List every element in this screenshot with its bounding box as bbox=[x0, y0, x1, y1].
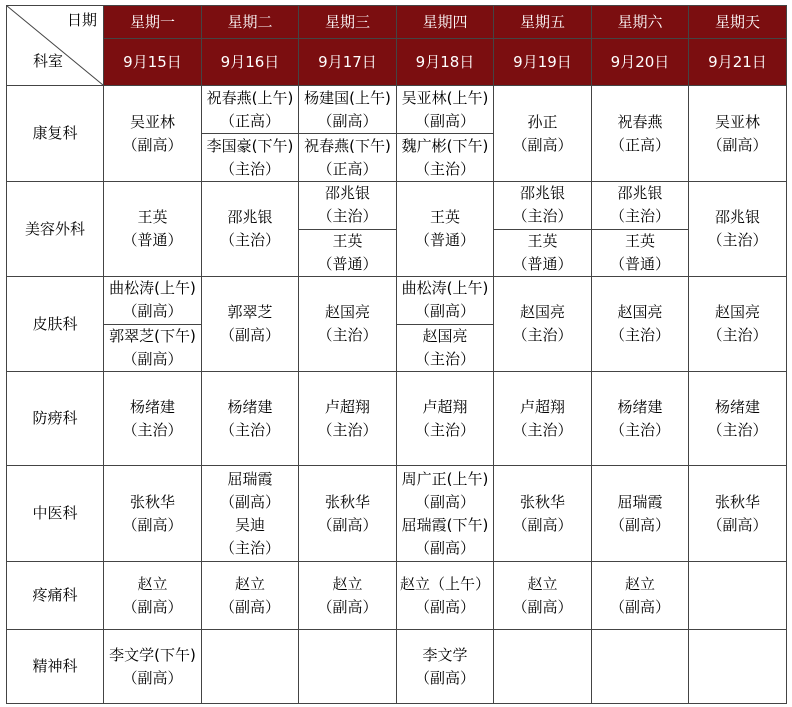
department-row bbox=[7, 630, 787, 704]
doctor-title: （副高） bbox=[414, 668, 475, 687]
corner-date-label: 日期 bbox=[66, 11, 97, 29]
doctor-name: 王英 bbox=[429, 208, 460, 226]
shift-block bbox=[592, 182, 688, 229]
schedule-cell bbox=[104, 182, 202, 277]
doctor-title: （副高） bbox=[512, 597, 573, 616]
doctor-title: （副高） bbox=[414, 597, 475, 616]
doctor-name: 赵立 bbox=[624, 574, 655, 593]
department-row bbox=[7, 86, 787, 182]
doctor-name: 魏广彬(下午) bbox=[401, 136, 489, 155]
doctor-title: （主治） bbox=[122, 420, 183, 439]
schedule-cell bbox=[397, 372, 494, 466]
doctor-title: （普通） bbox=[609, 254, 670, 273]
doctor-name: 曲松涛(上午) bbox=[401, 279, 489, 298]
doctor-title: （主治） bbox=[414, 420, 475, 439]
doctor-name: 赵立（上午） bbox=[399, 574, 490, 593]
doctor-title: （副高） bbox=[219, 492, 280, 511]
doctor-title: （主治） bbox=[707, 231, 768, 249]
doctor-title: （主治） bbox=[317, 326, 378, 344]
schedule-cell bbox=[202, 630, 299, 704]
split-shift bbox=[397, 277, 493, 371]
doctor-name: 屈瑞霞 bbox=[227, 469, 273, 488]
doctor-name: 邵兆银 bbox=[227, 208, 273, 226]
doctor-title: （主治） bbox=[707, 420, 768, 439]
date-header: 9月17日 bbox=[299, 39, 397, 86]
duty-schedule-table bbox=[6, 5, 787, 704]
doctor-title: （主治） bbox=[317, 207, 378, 226]
doctor-name: 吴亚林 bbox=[129, 112, 175, 131]
schedule-cell bbox=[299, 372, 397, 466]
split-shift bbox=[299, 182, 396, 276]
doctor-title: （普通） bbox=[317, 254, 378, 273]
schedule-cell bbox=[397, 277, 494, 372]
schedule-cell bbox=[104, 372, 202, 466]
shift-block bbox=[494, 182, 591, 229]
schedule-cell bbox=[689, 86, 787, 182]
doctor-name: 赵立 bbox=[527, 574, 558, 593]
doctor-name: 赵立 bbox=[137, 574, 168, 593]
split-shift bbox=[592, 182, 688, 276]
doctor-name: 赵国亮 bbox=[519, 303, 565, 321]
department-name: 精神科 bbox=[7, 630, 104, 704]
schedule-cell bbox=[202, 182, 299, 277]
doctor-title: （副高） bbox=[122, 668, 183, 687]
schedule-cell bbox=[494, 630, 592, 704]
shift-block bbox=[202, 86, 298, 133]
weekday-header: 星期天 bbox=[689, 6, 787, 39]
doctor-title: （普通） bbox=[512, 254, 573, 273]
doctor-name: 王英 bbox=[137, 208, 168, 226]
schedule-cell bbox=[494, 562, 592, 630]
schedule-cell bbox=[592, 277, 689, 372]
doctor-name: 赵国亮 bbox=[617, 303, 663, 321]
schedule-cell bbox=[202, 562, 299, 630]
split-shift bbox=[202, 86, 298, 181]
doctor-title: （副高） bbox=[414, 302, 475, 321]
weekday-header: 星期三 bbox=[299, 6, 397, 39]
doctor-title: （主治） bbox=[512, 326, 573, 344]
weekday-header-row bbox=[7, 6, 787, 39]
doctor-name: 赵国亮 bbox=[422, 326, 468, 345]
doctor-title: （副高） bbox=[219, 597, 280, 616]
schedule-cell bbox=[299, 182, 397, 277]
schedule-cell bbox=[592, 562, 689, 630]
doctor-name: 孙正 bbox=[527, 112, 558, 131]
shift-block bbox=[397, 86, 493, 133]
schedule-cell bbox=[397, 466, 494, 562]
doctor-title: （副高） bbox=[317, 515, 378, 534]
schedule-cell bbox=[397, 562, 494, 630]
doctor-name: 张秋华 bbox=[129, 492, 175, 511]
doctor-name: 邵兆银 bbox=[519, 184, 565, 203]
weekday-header: 星期六 bbox=[592, 6, 689, 39]
doctor-name: 卢超翔 bbox=[324, 397, 370, 416]
doctor-title: （副高） bbox=[122, 515, 183, 534]
schedule-cell bbox=[104, 466, 202, 562]
department-row bbox=[7, 372, 787, 466]
doctor-name: 赵国亮 bbox=[324, 303, 370, 321]
date-header-row bbox=[7, 39, 787, 86]
doctor-name: 卢超翔 bbox=[519, 397, 565, 416]
schedule-cell bbox=[689, 466, 787, 562]
doctor-name: 卢超翔 bbox=[422, 397, 468, 416]
doctor-name: 杨绪建 bbox=[714, 397, 760, 416]
department-name: 皮肤科 bbox=[7, 277, 104, 372]
schedule-cell bbox=[689, 372, 787, 466]
shift-block bbox=[397, 324, 493, 372]
weekday-header: 星期五 bbox=[494, 6, 592, 39]
shift-block bbox=[299, 133, 396, 181]
doctor-title: （副高） bbox=[512, 515, 573, 534]
department-row bbox=[7, 182, 787, 277]
schedule-cell bbox=[592, 372, 689, 466]
corner-dept-label: 科室 bbox=[33, 52, 64, 70]
doctor-title: （主治） bbox=[317, 420, 378, 439]
doctor-title: （主治） bbox=[219, 538, 280, 557]
doctor-title: （副高） bbox=[219, 326, 280, 344]
doctor-title: （副高） bbox=[122, 135, 183, 154]
schedule-cell bbox=[592, 630, 689, 704]
department-name: 防痨科 bbox=[7, 372, 104, 466]
date-header: 9月18日 bbox=[397, 39, 494, 86]
department-row bbox=[7, 277, 787, 372]
date-header: 9月20日 bbox=[592, 39, 689, 86]
schedule-cell bbox=[104, 86, 202, 182]
split-shift bbox=[397, 86, 493, 181]
doctor-name: 祝春燕(上午) bbox=[206, 88, 294, 107]
schedule-cell bbox=[494, 277, 592, 372]
doctor-title: （主治） bbox=[414, 159, 475, 178]
doctor-title: （副高） bbox=[122, 349, 183, 368]
schedule-cell bbox=[689, 562, 787, 630]
shift-block bbox=[104, 277, 201, 324]
doctor-name: 王英 bbox=[624, 231, 655, 250]
doctor-title: （正高） bbox=[609, 135, 670, 154]
weekday-header: 星期四 bbox=[397, 6, 494, 39]
schedule-cell bbox=[689, 630, 787, 704]
schedule-cell bbox=[689, 182, 787, 277]
doctor-name: 赵立 bbox=[234, 574, 265, 593]
schedule-cell bbox=[299, 277, 397, 372]
shift-block bbox=[299, 86, 396, 133]
doctor-name: 杨建国(上午) bbox=[304, 88, 391, 107]
doctor-name: 杨绪建 bbox=[129, 397, 175, 416]
schedule-cell bbox=[397, 630, 494, 704]
shift-block bbox=[397, 133, 493, 181]
doctor-name: 李国豪(下午) bbox=[206, 136, 294, 155]
doctor-title: （正高） bbox=[317, 159, 378, 178]
doctor-title: （主治） bbox=[707, 326, 768, 344]
doctor-title: （正高） bbox=[219, 111, 280, 130]
doctor-title: （副高） bbox=[707, 135, 768, 154]
doctor-name: 屈瑞霞 bbox=[617, 492, 663, 511]
date-header: 9月19日 bbox=[494, 39, 592, 86]
schedule-cell bbox=[494, 182, 592, 277]
doctor-name: 曲松涛(上午) bbox=[109, 279, 196, 298]
doctor-title: （普通） bbox=[414, 231, 475, 249]
schedule-cell bbox=[104, 630, 202, 704]
doctor-title: （副高） bbox=[707, 515, 768, 534]
doctor-name: 赵立 bbox=[332, 574, 363, 593]
schedule-cell bbox=[299, 630, 397, 704]
shift-block bbox=[397, 277, 493, 324]
schedule-cell bbox=[299, 562, 397, 630]
corner-header bbox=[7, 6, 104, 86]
doctor-name: 祝春燕(下午) bbox=[304, 136, 391, 155]
doctor-title: （主治） bbox=[219, 420, 280, 439]
schedule-cell bbox=[592, 466, 689, 562]
shift-block bbox=[299, 182, 396, 229]
schedule-cell bbox=[592, 182, 689, 277]
schedule-cell bbox=[202, 86, 299, 182]
schedule-cell bbox=[689, 277, 787, 372]
schedule-body bbox=[7, 86, 787, 704]
department-name: 康复科 bbox=[7, 86, 104, 182]
split-shift bbox=[299, 86, 396, 181]
doctor-name: 王英 bbox=[332, 231, 363, 250]
doctor-title: （主治） bbox=[609, 420, 670, 439]
department-row bbox=[7, 562, 787, 630]
weekday-header: 星期一 bbox=[104, 6, 202, 39]
doctor-title: （副高） bbox=[414, 538, 475, 557]
split-shift bbox=[494, 182, 591, 276]
doctor-title: （副高） bbox=[317, 111, 378, 130]
doctor-name: 屈瑞霞(下午) bbox=[401, 515, 489, 534]
department-name: 中医科 bbox=[7, 466, 104, 562]
doctor-title: （主治） bbox=[414, 349, 475, 368]
doctor-name: 王英 bbox=[527, 231, 558, 250]
date-header: 9月15日 bbox=[104, 39, 202, 86]
doctor-name: 邵兆银 bbox=[324, 184, 370, 203]
department-name: 疼痛科 bbox=[7, 562, 104, 630]
doctor-title: （副高） bbox=[122, 597, 183, 616]
schedule-cell bbox=[202, 466, 299, 562]
shift-block bbox=[299, 229, 396, 277]
date-header: 9月16日 bbox=[202, 39, 299, 86]
doctor-title: （副高） bbox=[512, 135, 573, 154]
schedule-cell bbox=[397, 182, 494, 277]
shift-block bbox=[104, 324, 201, 372]
doctor-name: 李文学(下午) bbox=[109, 645, 196, 664]
doctor-title: （普通） bbox=[122, 231, 183, 249]
doctor-title: （主治） bbox=[219, 159, 280, 178]
doctor-name: 杨绪建 bbox=[617, 397, 663, 416]
shift-block bbox=[202, 133, 298, 181]
schedule-cell bbox=[299, 466, 397, 562]
doctor-name: 吴亚林(上午) bbox=[401, 88, 489, 107]
shift-block bbox=[494, 229, 591, 277]
doctor-name: 张秋华 bbox=[519, 492, 565, 511]
doctor-title: （副高） bbox=[414, 492, 475, 511]
department-row bbox=[7, 466, 787, 562]
schedule-cell bbox=[104, 562, 202, 630]
doctor-title: （副高） bbox=[609, 515, 670, 534]
doctor-title: （副高） bbox=[317, 597, 378, 616]
schedule-cell bbox=[592, 86, 689, 182]
schedule-cell bbox=[299, 86, 397, 182]
schedule-cell bbox=[104, 277, 202, 372]
doctor-title: （主治） bbox=[512, 420, 573, 439]
doctor-name: 李文学 bbox=[422, 645, 468, 664]
doctor-name: 郭翠芝 bbox=[227, 303, 273, 321]
doctor-title: （副高） bbox=[122, 302, 183, 321]
shift-block bbox=[592, 229, 688, 277]
doctor-name: 杨绪建 bbox=[227, 397, 273, 416]
schedule-cell bbox=[494, 86, 592, 182]
doctor-name: 邵兆银 bbox=[617, 184, 663, 203]
department-name: 美容外科 bbox=[7, 182, 104, 277]
doctor-name: 邵兆银 bbox=[714, 208, 760, 226]
doctor-title: （副高） bbox=[414, 111, 475, 130]
doctor-title: （主治） bbox=[512, 207, 573, 226]
doctor-name: 吴亚林 bbox=[714, 112, 760, 131]
doctor-title: （副高） bbox=[609, 597, 670, 616]
doctor-name: 张秋华 bbox=[324, 492, 370, 511]
doctor-title: （主治） bbox=[219, 231, 280, 249]
date-header: 9月21日 bbox=[689, 39, 787, 86]
doctor-title: （主治） bbox=[609, 207, 670, 226]
schedule-cell bbox=[202, 372, 299, 466]
doctor-name: 赵国亮 bbox=[714, 303, 760, 321]
doctor-name: 祝春燕 bbox=[617, 112, 663, 131]
split-shift bbox=[104, 277, 201, 371]
schedule-cell bbox=[494, 372, 592, 466]
doctor-title: （主治） bbox=[609, 326, 670, 344]
schedule-cell bbox=[202, 277, 299, 372]
doctor-name: 吴迪 bbox=[234, 515, 265, 534]
doctor-name: 周广正(上午) bbox=[401, 469, 489, 488]
weekday-header: 星期二 bbox=[202, 6, 299, 39]
doctor-name: 张秋华 bbox=[714, 492, 760, 511]
schedule-cell bbox=[397, 86, 494, 182]
doctor-name: 郭翠芝(下午) bbox=[109, 326, 196, 345]
schedule-cell bbox=[494, 466, 592, 562]
